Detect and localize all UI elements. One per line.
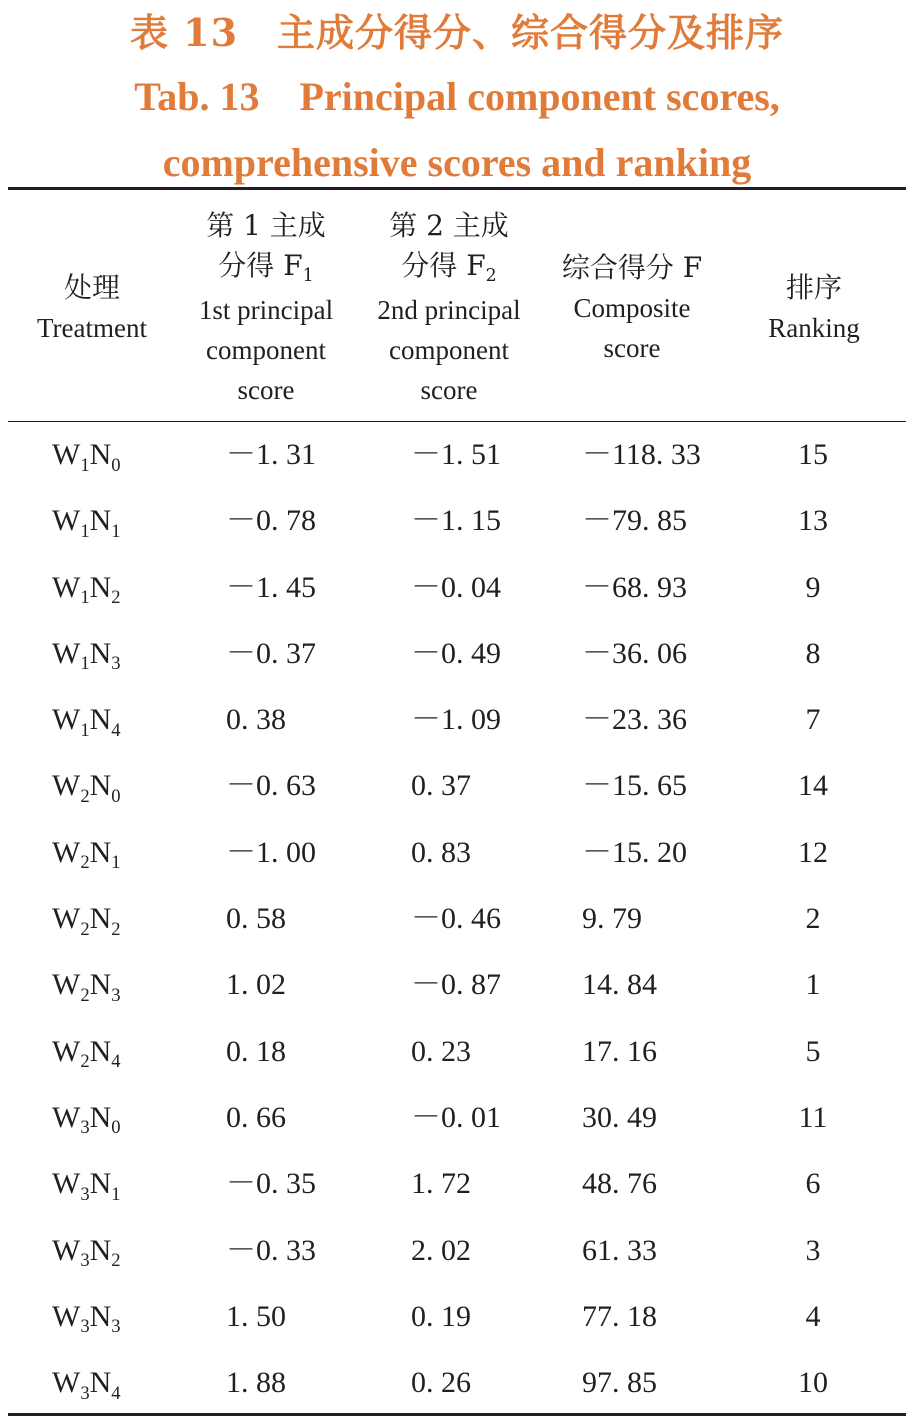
treatment-cell: $W_3N_1$ [52,1167,121,1205]
header-f1 [176,200,356,416]
f2-score-cell: －1. 51 [411,438,501,471]
table-row [8,424,906,490]
ranking-cell: 15 [798,438,828,471]
table-row [8,1087,906,1153]
treatment-cell: $W_3N_2$ [52,1233,121,1272]
header-f2-en-line-2: component [389,335,509,365]
treatment-cell: $W_1N_1$ [52,504,121,542]
treatment-cell: $W_1N_3$ [52,636,121,675]
ranking-cell: 12 [798,835,828,869]
f1-score-cell: 1. 50 [226,1299,286,1333]
f2-score-cell: 0. 23 [411,1034,471,1068]
f1-score-cell: 1. 02 [226,968,286,1002]
f2-score-cell: －1. 15 [411,504,501,538]
composite-score-cell: 97. 85 [582,1366,657,1400]
treatment-cell: $W_2N_3$ [52,968,121,1006]
table-top-rule [8,187,906,190]
header-f2-en-line-3: score [420,375,478,405]
composite-score-cell: －36. 06 [582,636,687,670]
composite-score-cell: 14. 84 [582,968,657,1002]
f2-score-cell: 0. 19 [411,1299,471,1333]
caption-english-line-1: Tab. 13 Principal component scores, [134,74,780,119]
ranking-cell: 10 [798,1366,828,1400]
f1-score-cell: －0. 63 [226,769,316,803]
header-f2 [356,200,542,416]
composite-score-cell: 77. 18 [582,1299,657,1333]
f2-score-cell: －1. 09 [411,703,501,737]
ranking-cell: 5 [805,1034,821,1068]
composite-score-cell: －68. 93 [582,570,687,604]
f2-score-cell: －0. 49 [411,636,501,670]
header-composite-cn: 综合得分 F [561,251,703,284]
f1-score-cell: －1. 31 [226,438,316,471]
treatment-cell: $W_2N_0$ [52,769,121,807]
f2-score-cell: 2. 02 [411,1233,471,1267]
table-row [8,557,906,623]
header-f2-en-line-1: 2nd principal [377,295,521,325]
table-row [8,1021,906,1087]
header-f2-cn-line-2: 分得 $F_2$ [401,249,497,287]
table-row [8,888,906,954]
f2-score-cell: 0. 83 [411,835,471,869]
treatment-cell: $W_2N_4$ [52,1034,121,1073]
f2-score-cell: －0. 04 [411,570,501,604]
f1-score-cell: －0. 37 [226,636,316,670]
f2-score-cell: 0. 37 [411,769,471,803]
table-row [8,755,906,821]
composite-score-cell: －23. 36 [582,703,687,737]
f2-score-cell: 0. 26 [411,1366,471,1400]
caption-chinese: 表 13 主成分得分、综合得分及排序 [129,10,785,55]
f1-score-cell: －0. 35 [226,1167,316,1201]
table-row [8,1153,906,1219]
composite-score-cell: 61. 33 [582,1233,657,1267]
ranking-cell: 6 [805,1167,821,1201]
composite-score-cell: 9. 79 [582,902,642,936]
table-header-rule [8,421,906,422]
ranking-cell: 14 [798,769,828,803]
header-ranking-cn: 排序 [785,271,842,304]
treatment-cell: $W_2N_2$ [52,902,121,940]
treatment-cell: $W_3N_4$ [52,1366,121,1404]
f1-score-cell: 0. 58 [226,902,286,936]
header-composite [542,200,722,416]
f1-score-cell: 1. 88 [226,1366,286,1400]
caption-english-line-2: comprehensive scores and ranking [162,140,752,185]
composite-score-cell: 17. 16 [582,1034,657,1068]
table-row [8,1220,906,1286]
f1-score-cell: －0. 33 [226,1233,316,1267]
f1-score-cell: 0. 38 [226,703,286,737]
f1-score-cell: －0. 78 [226,504,316,538]
table-row [8,1286,906,1352]
ranking-cell: 2 [805,902,821,936]
header-ranking-en: Ranking [768,313,860,343]
header-f1-en-line-2: component [206,335,326,365]
table-row [8,954,906,1020]
table-row [8,822,906,888]
treatment-cell: $W_1N_2$ [52,570,121,609]
f1-score-cell: 0. 66 [226,1100,286,1134]
treatment-cell: $W_3N_3$ [52,1299,121,1338]
treatment-cell: $W_1N_0$ [52,438,121,476]
ranking-cell: 8 [805,636,821,670]
composite-score-cell: －118. 33 [582,438,701,471]
header-composite-en-line-2: score [603,333,661,363]
treatment-cell: $W_1N_4$ [52,703,121,741]
header-f1-cn-line-1: 第 1 主成 [206,209,326,242]
treatment-cell: $W_2N_1$ [52,835,121,874]
ranking-cell: 7 [805,703,821,737]
f2-score-cell: －0. 46 [411,902,501,936]
header-treatment-en: Treatment [37,313,147,343]
header-treatment [8,200,176,416]
header-f1-en-line-3: score [237,375,295,405]
table-row [8,689,906,755]
ranking-cell: 9 [805,570,821,604]
f2-score-cell: －0. 01 [411,1100,501,1134]
composite-score-cell: －79. 85 [582,504,687,538]
treatment-cell: $W_3N_0$ [52,1100,121,1139]
f2-score-cell: －0. 87 [411,968,501,1002]
header-ranking [722,200,906,416]
f1-score-cell: －1. 45 [226,570,316,604]
f1-score-cell: －1. 00 [226,835,316,869]
composite-score-cell: －15. 65 [582,769,687,803]
header-treatment-cn: 处理 [63,271,120,304]
header-f1-en-line-1: 1st principal [198,295,334,325]
ranking-cell: 1 [805,968,821,1002]
ranking-cell: 11 [798,1100,828,1134]
header-f1-cn-line-2: 分得 $F_1$ [218,249,314,287]
composite-score-cell: －15. 20 [582,835,687,869]
table-bottom-rule [8,1413,906,1416]
table-row [8,1352,906,1418]
f1-score-cell: 0. 18 [226,1034,286,1068]
table-row [8,490,906,556]
composite-score-cell: 48. 76 [582,1167,657,1201]
table-row [8,623,906,689]
ranking-cell: 13 [798,504,828,538]
ranking-cell: 4 [805,1299,821,1333]
f2-score-cell: 1. 72 [411,1167,471,1201]
ranking-cell: 3 [805,1233,821,1267]
header-composite-en-line-1: Composite [573,293,691,323]
composite-score-cell: 30. 49 [582,1100,657,1134]
header-f2-cn-line-1: 第 2 主成 [389,209,509,242]
table-body [8,424,906,1418]
